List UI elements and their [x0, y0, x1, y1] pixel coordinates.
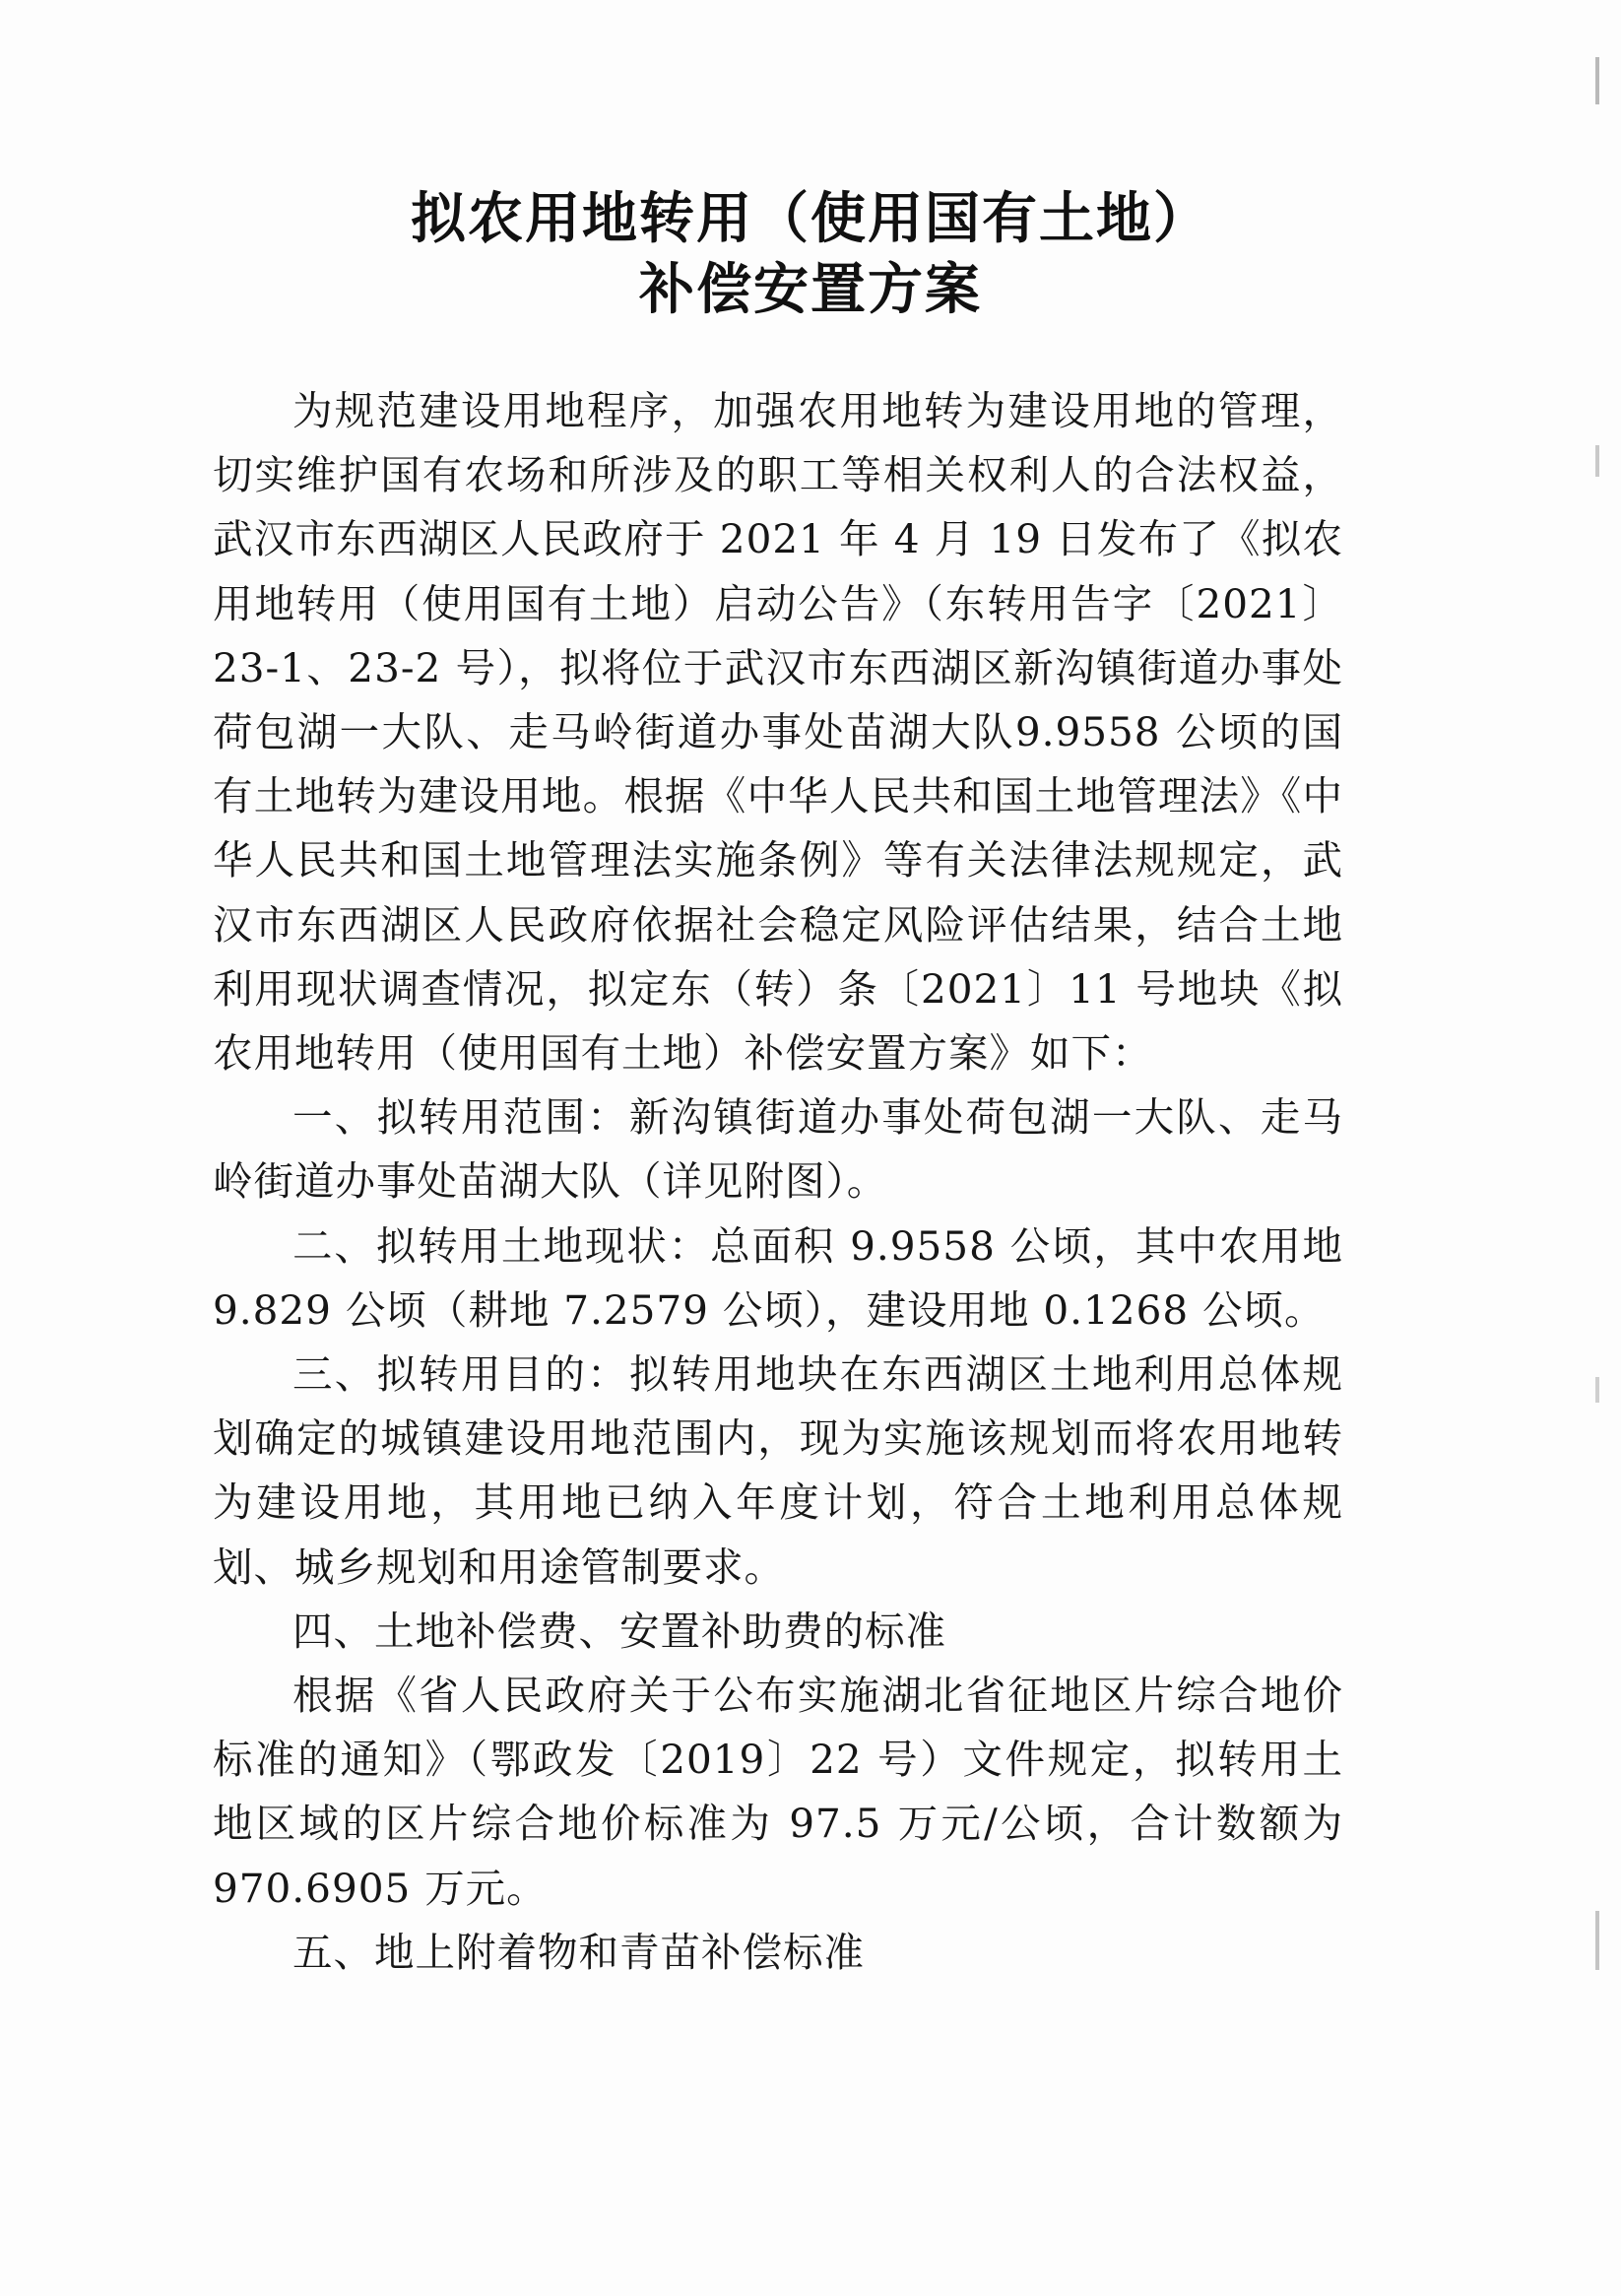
document-title-line1: 拟农用地转用（使用国有土地）: [411, 187, 1210, 251]
scan-edge-mark: [1595, 57, 1599, 104]
section-2-land-status: 二、拟转用土地现状：总面积 9.9558 公顷，其中农用地 9.829 公顷（耕地 7.2579 公顷），建设用地 0.1268 公顷。: [213, 1221, 1343, 1334]
intro-paragraph: 为规范建设用地程序，加强农用地转为建设用地的管理，切实维护国有农场和所涉及的职工等相关权利人的合法权益，武汉市东西湖区人民政府于 2021 年 4 月 19 日发布了《拟农用地转用（使用国有土地）启动公告》（东转用告字〔2021〕23-1、23-2 号），拟将位于武汉市东西湖区新沟镇街道办事处荷包湖一大队、走马岭街道办事处苗湖大队9.9558 公顷的国有土地转为建设用地。根据《中华人民共和国土地管理法》《中华人民共和国土地管理法实施条例》等有关法律法规规定，武汉市东西湖区人民政府依据社会稳定风险评估结果，结合土地利用现状调查情况，拟定东（转）条〔2021〕11 号地块《拟农用地转用（使用国有土地）补偿安置方案》如下：: [213, 387, 1343, 1078]
section-3-purpose: 三、拟转用目的：拟转用地块在东西湖区土地利用总体规划确定的城镇建设用地范围内，现为实施该规划而将农用地转为建设用地，其用地已纳入年度计划，符合土地利用总体规划、城乡规划和用途管制要求。: [213, 1350, 1343, 1591]
section-5-heading: 五、地上附着物和青苗补偿标准: [292, 1928, 865, 1976]
section-4-paragraph: 根据《省人民政府关于公布实施湖北省征地区片综合地价标准的通知》（鄂政发〔2019〕22 号）文件规定，拟转用土地区域的区片综合地价标准为 97.5 万元/公顷，合计数额为 970.6905 万元。: [213, 1672, 1343, 1912]
scan-edge-mark: [1595, 445, 1599, 477]
section-1-scope: 一、拟转用范围：新沟镇街道办事处荷包湖一大队、走马岭街道办事处苗湖大队（详见附图）。: [213, 1093, 1343, 1206]
document-body: [213, 379, 1343, 1985]
section-4-heading: 四、土地补偿费、安置补助费的标准: [292, 1607, 946, 1655]
scan-edge-mark: [1595, 1377, 1599, 1403]
scan-edge-mark: [1595, 1911, 1599, 1970]
document-title-line2: 补偿安置方案: [639, 258, 982, 322]
